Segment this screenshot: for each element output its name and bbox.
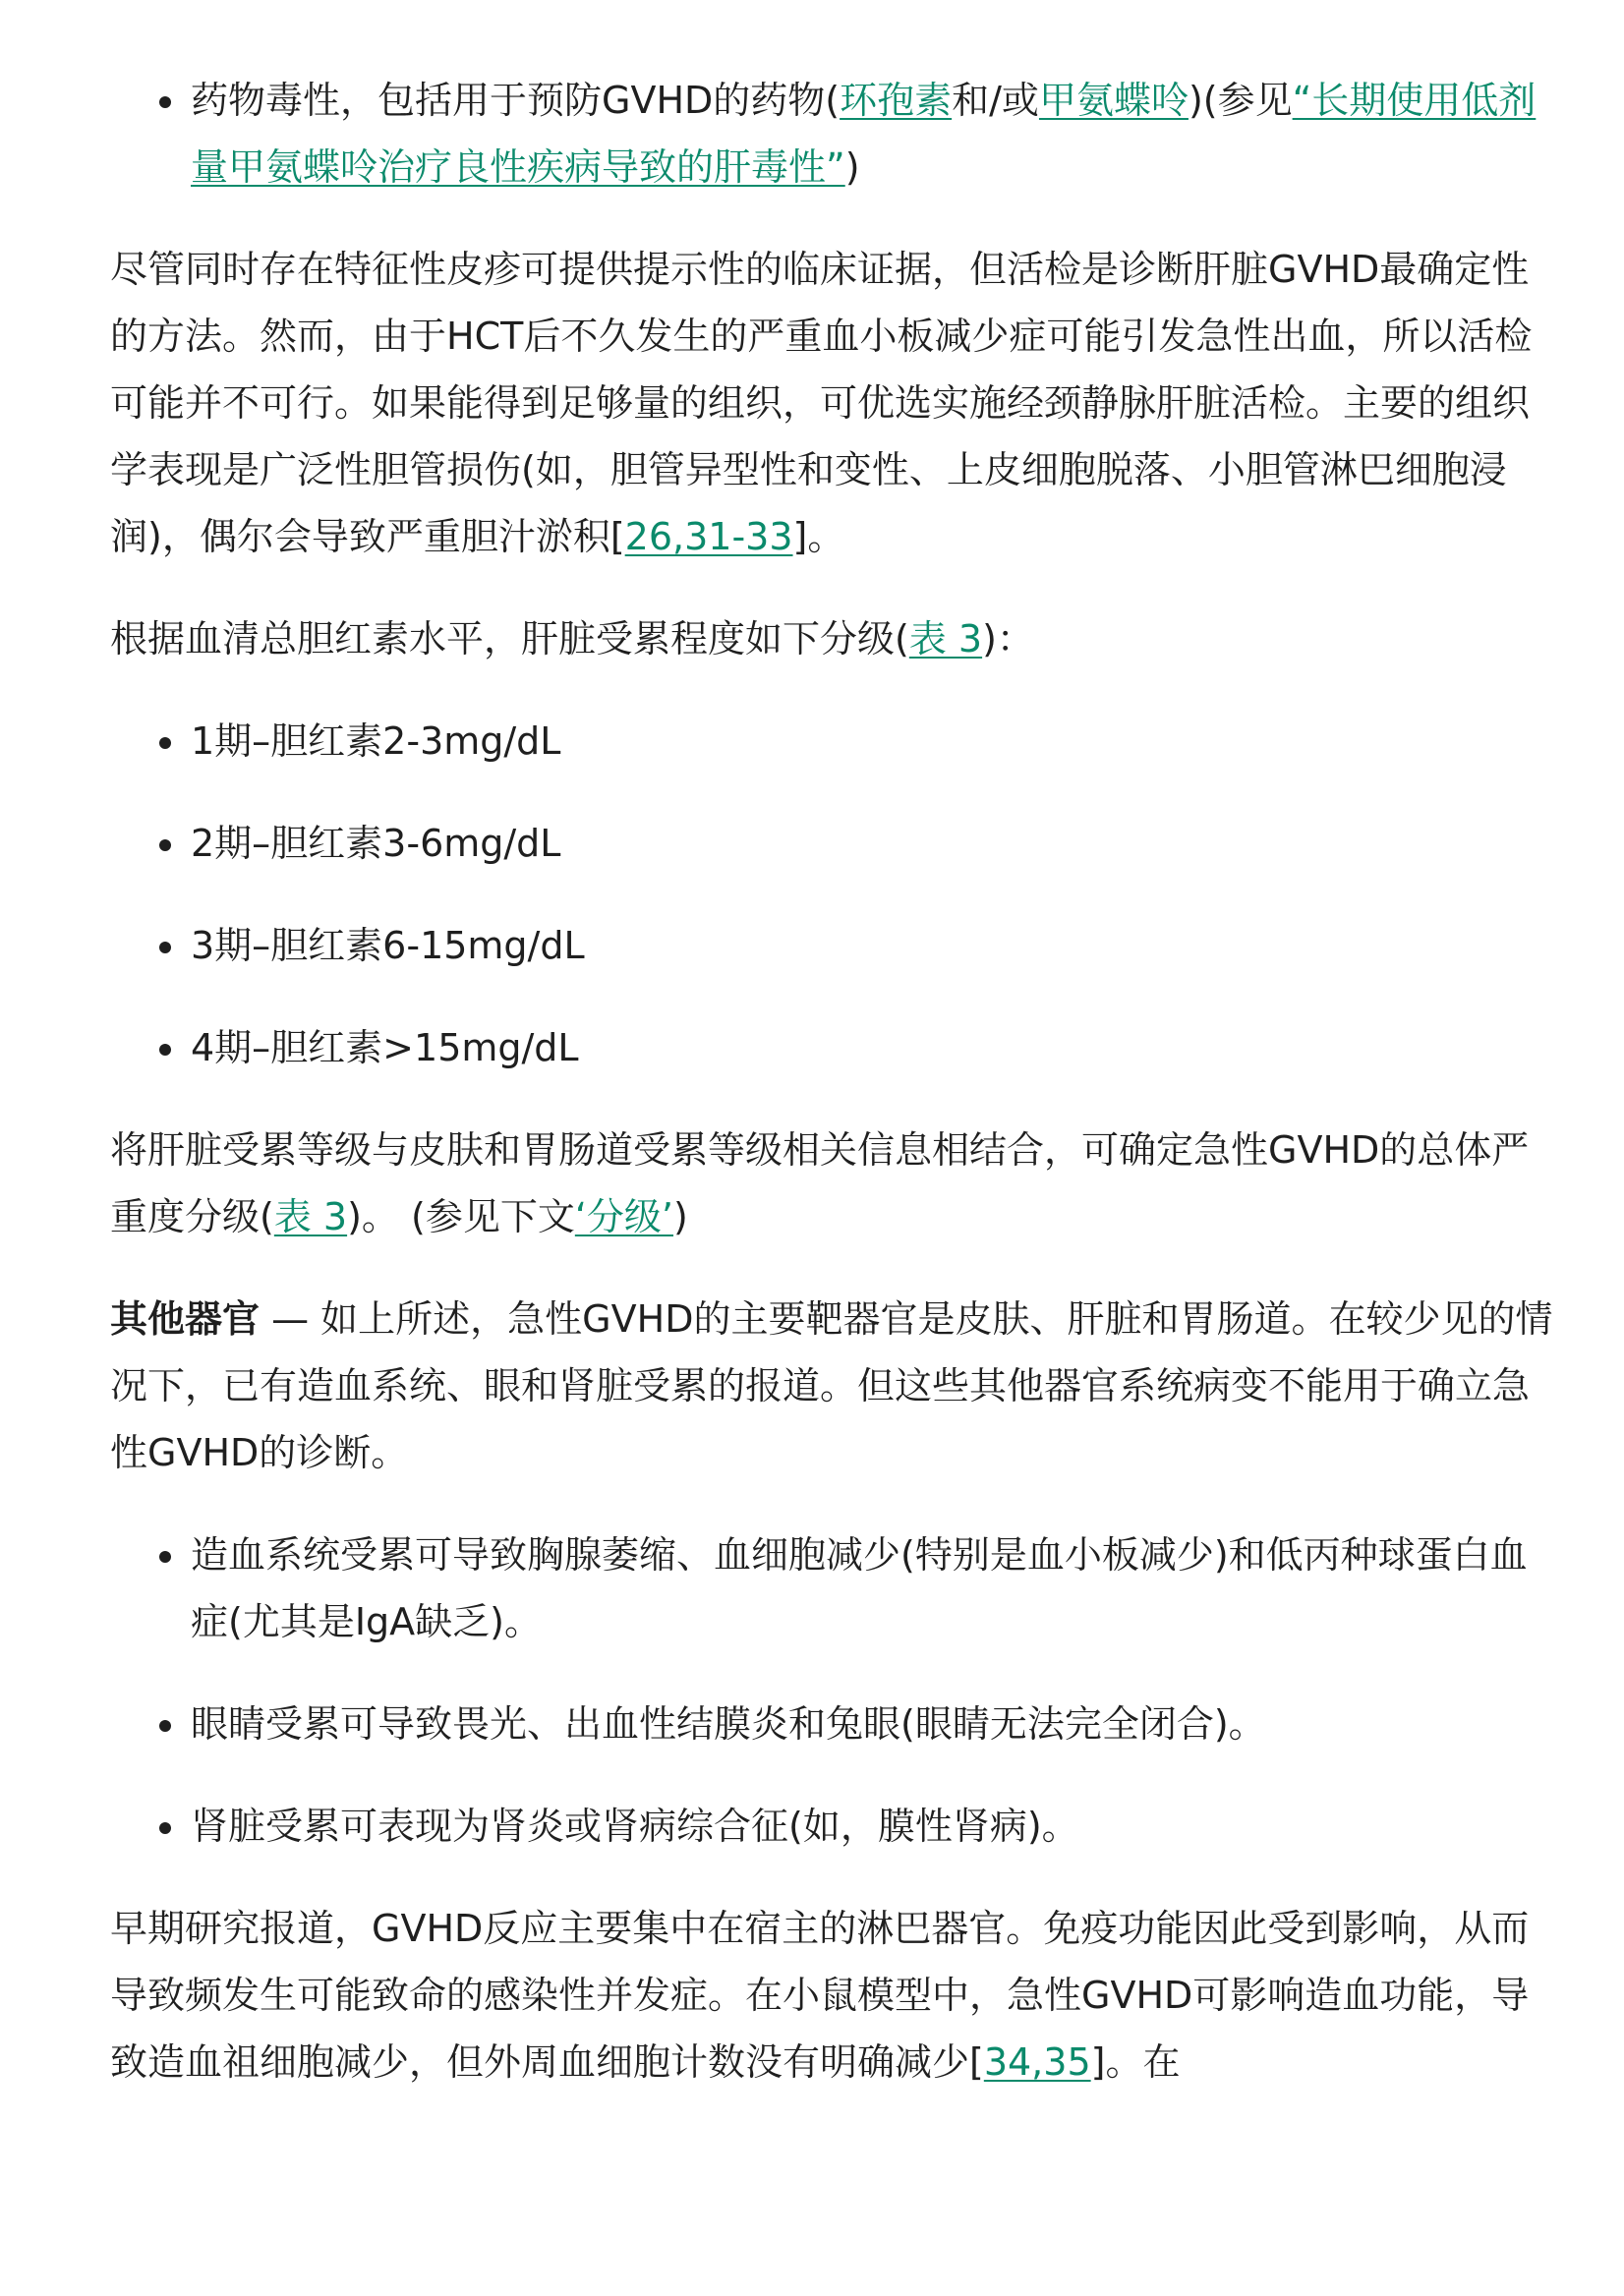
paragraph-text: ) [673,1195,688,1238]
link-table-3[interactable]: 表 3 [908,617,983,660]
link-methotrexate[interactable]: 甲氨蝶呤 [1038,79,1189,122]
section-heading: 其他器官 [110,1297,261,1341]
link-grading-section[interactable]: ‘分级’ [574,1195,673,1238]
link-methotrexate-hepatotoxicity[interactable]: “长期使用低剂量甲氨蝶呤治疗良性疾病导致的肝毒性” [191,79,1537,189]
paragraph-biopsy [110,236,1555,570]
paragraph-text: 将肝脏受累等级与皮肤和胃肠道受累等级相关信息相结合，可确定急性GVHD的总体严重度分级( [110,1128,1530,1238]
list-item-text: ) [844,145,860,189]
paragraph-text: 尽管同时存在特征性皮疹可提供提示性的临床证据，但活检是诊断肝脏GVHD最确定性的方法。然而，由于HCT后不久发生的严重血小板减少症可能引发急性出血，所以活检可能并不可行。如果能得到足够量的组织，可优选实施经颈静脉肝脏活检。主要的组织学表现是广泛性胆管损伤(如，胆管异型性和变性、上皮细胞脱落、小胆管淋巴细胞浸润)，偶尔会导致严重胆汁淤积[ [110,248,1533,558]
paragraph-early-studies [110,1895,1555,2095]
paragraph-text: 根据血清总胆红素水平，肝脏受累程度如下分级( [110,617,909,660]
list-item-text: 药物毒性，包括用于预防GVHD的药物( [191,79,841,122]
reference-link[interactable]: 34,35 [983,2040,1091,2084]
list-item: 4期–胆红素>15mg/dL [110,1014,1555,1081]
reference-link[interactable]: 26,31-33 [624,515,793,558]
paragraph-grading [110,605,1555,672]
list-item-text: )(参见 [1188,79,1293,122]
paragraph-text: )。 (参见下文 [347,1195,575,1238]
paragraph-text: 早期研究报道，GVHD反应主要集中在宿主的淋巴器官。免疫功能因此受到影响，从而导致频发生可能致命的感染性并发症。在小鼠模型中，急性GVHD可影响造血功能，导致造血祖细胞减少，但外周血细胞计数没有明确减少[ [110,1907,1530,2084]
paragraph-text: ]。在 [1090,2040,1181,2084]
link-cyclosporine[interactable]: 环孢素 [840,79,953,122]
list-item: 眼睛受累可导致畏光、出血性结膜炎和兔眼(眼睛无法完全闭合)。 [110,1691,1555,1757]
paragraph-text: )： [982,617,1034,660]
paragraph-other-organs [110,1286,1555,1486]
bilirubin-stage-list [110,708,1555,1081]
paragraph-text: — 如上所述，急性GVHD的主要靶器官是皮肤、肝脏和胃肠道。在较少见的情况下，已有造血系统、眼和肾脏受累的报道。但这些其他器官系统病变不能用于确立急性GVHD的诊断。 [110,1297,1553,1474]
list-item: 造血系统受累可导致胸腺萎缩、血细胞减少(特别是血小板减少)和低丙种球蛋白血症(尤其是IgA缺乏)。 [110,1521,1555,1655]
paragraph-overall-grading [110,1117,1555,1250]
list-item: 2期–胆红素3-6mg/dL [110,810,1555,877]
list-item [110,67,1555,201]
link-table-3[interactable]: 表 3 [273,1195,348,1238]
article-body [110,67,1555,2131]
list-item-text: 和/或 [952,79,1039,122]
list-item: 肾脏受累可表现为肾炎或肾病综合征(如，膜性肾病)。 [110,1793,1555,1860]
other-organs-list [110,1521,1555,1860]
drug-toxicity-list [110,67,1555,201]
paragraph-text: ]。 [792,515,845,558]
list-item: 3期–胆红素6-15mg/dL [110,912,1555,979]
list-item: 1期–胆红素2-3mg/dL [110,708,1555,775]
